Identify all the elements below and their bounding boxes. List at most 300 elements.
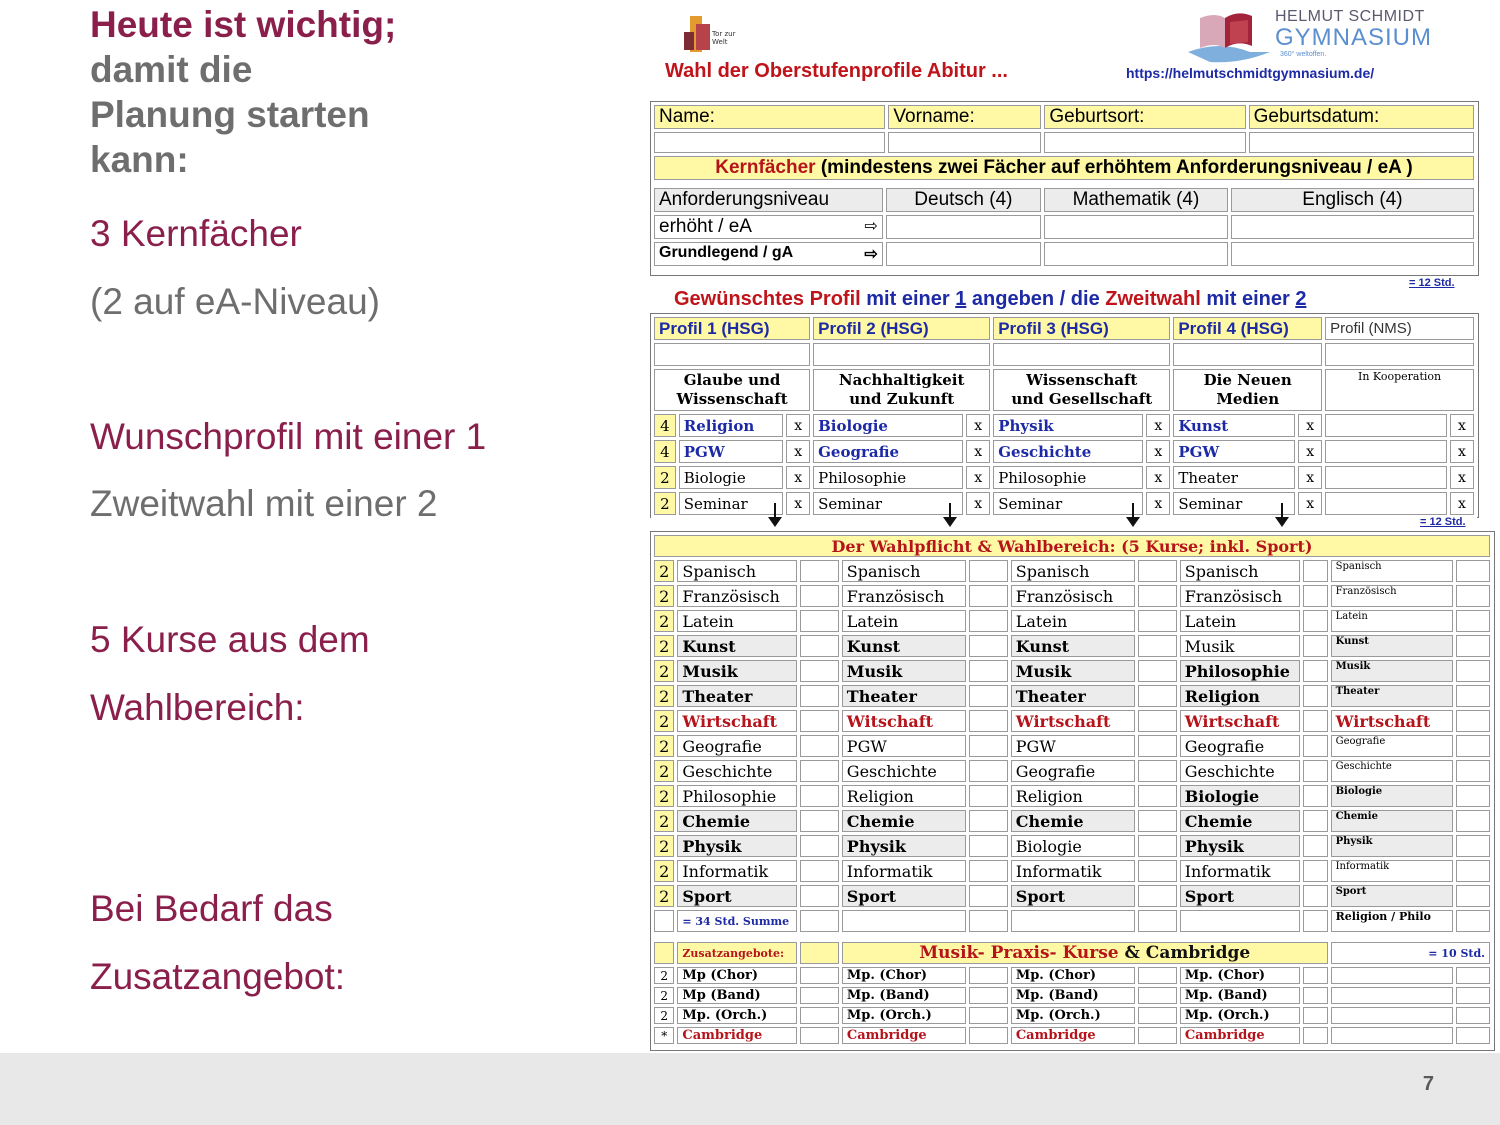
zusatz-course: Cambridge xyxy=(677,1027,797,1044)
wahl-choice-input[interactable] xyxy=(1138,760,1176,782)
wahl-choice-input[interactable] xyxy=(1303,835,1328,857)
wahl-subject: Spanisch xyxy=(677,560,797,582)
arrow-right-icon: ⇨ xyxy=(864,218,878,235)
zusatz-row xyxy=(654,967,1490,984)
wahl-subject: Theater xyxy=(677,685,797,707)
zusatz-row xyxy=(654,987,1490,1004)
zusatz-choice-input[interactable] xyxy=(969,1007,1007,1024)
wahl-choice-input[interactable] xyxy=(800,710,838,732)
zusatz-course: Mp. (Orch.) xyxy=(677,1007,797,1024)
hours-cell: 2 xyxy=(654,860,674,882)
wahl-subject: Spanisch xyxy=(1331,560,1453,582)
wahl-choice-input[interactable] xyxy=(969,685,1007,707)
heading-line-3: Planung starten xyxy=(90,94,370,135)
arrow-down-icon xyxy=(949,503,951,521)
slide-footer xyxy=(0,1053,1500,1125)
profile-row xyxy=(654,440,1474,463)
wahl-choice-input[interactable] xyxy=(800,760,838,782)
wahl-choice-input[interactable] xyxy=(1138,660,1176,682)
wahl-choice-input[interactable] xyxy=(1303,710,1328,732)
profil-nms-title: In Kooperation xyxy=(1325,369,1474,411)
kern-row-ga: Grundlegend / gA ⇨ xyxy=(654,242,883,266)
wahl-subject: Chemie xyxy=(677,810,797,832)
wahl-choice-input[interactable] xyxy=(1303,585,1328,607)
wahl-subject: Musik xyxy=(842,660,967,682)
zusatz-choice-input[interactable] xyxy=(800,1007,838,1024)
kern-col-niveau: Anforderungsniveau xyxy=(654,188,883,212)
zusatz-course: Mp. (Band) xyxy=(1180,987,1300,1004)
wahl-subject: Theater xyxy=(1011,685,1136,707)
item-wunschprofil: Wunschprofil mit einer 1 xyxy=(90,416,487,457)
zusatz-choice-input[interactable] xyxy=(969,1027,1007,1044)
wahl-subject: Musik xyxy=(1180,635,1300,657)
arrow-right-icon: ⇨ xyxy=(864,246,878,263)
hours-cell: 2 xyxy=(654,760,674,782)
wahl-choice-input[interactable] xyxy=(1138,635,1176,657)
profile-subject: Kunst xyxy=(1173,414,1295,437)
profil-heading: Gewünschtes Profil mit einer 1 angeben / die Zweitwahl mit einer 2 xyxy=(674,288,1307,310)
hours-cell: 2 xyxy=(654,835,674,857)
wahl-subject: Biologie xyxy=(1180,785,1300,807)
wahl-subject: Physik xyxy=(1180,835,1300,857)
x-mark: x xyxy=(966,492,990,515)
wahl-subject: Chemie xyxy=(1011,810,1136,832)
wahl-choice-input[interactable] xyxy=(1456,885,1490,907)
wahl-row xyxy=(654,885,1490,907)
wahl-choice-input[interactable] xyxy=(1303,785,1328,807)
hours-cell: 2 xyxy=(654,660,674,682)
wahl-choice-input[interactable] xyxy=(969,610,1007,632)
wahl-row xyxy=(654,635,1490,657)
wahl-subject: Kunst xyxy=(842,635,967,657)
zusatz-course: Mp (Band) xyxy=(677,987,797,1004)
wahl-choice-input[interactable] xyxy=(1303,610,1328,632)
x-mark: x xyxy=(1146,492,1170,515)
personal-fields xyxy=(651,102,1477,183)
profil-4-label: Profil 4 (HSG) xyxy=(1173,317,1322,340)
wahl-choice-input[interactable] xyxy=(1456,635,1490,657)
hours-cell: 4 xyxy=(654,440,676,463)
wahl-row xyxy=(654,760,1490,782)
arrow-down-icon xyxy=(1281,503,1283,521)
wahl-subject: Sport xyxy=(842,885,967,907)
zusatz-choice-input[interactable] xyxy=(1303,987,1328,1004)
wahl-subject: Französisch xyxy=(677,585,797,607)
book-logo-icon xyxy=(1180,4,1275,64)
wahl-subject: Informatik xyxy=(677,860,797,882)
profile-subject: Geschichte xyxy=(993,440,1143,463)
wahl-choice-input[interactable] xyxy=(800,660,838,682)
hours-cell: 2 xyxy=(654,466,676,489)
wahl-choice-input[interactable] xyxy=(1456,835,1490,857)
wahl-choice-input[interactable] xyxy=(1456,660,1490,682)
wahl-choice-input[interactable] xyxy=(800,560,838,582)
profile-subject: Seminar xyxy=(813,492,963,515)
hours-cell: 2 xyxy=(654,685,674,707)
wahl-row xyxy=(654,785,1490,807)
wahl-row xyxy=(654,710,1490,732)
hours-cell: 2 xyxy=(654,492,676,515)
wahl-choice-input[interactable] xyxy=(1303,760,1328,782)
zusatz-row xyxy=(654,1007,1490,1024)
profile-row xyxy=(654,492,1474,515)
wahl-row xyxy=(654,560,1490,582)
wahl-choice-input[interactable] xyxy=(969,810,1007,832)
profile-subject: PGW xyxy=(1173,440,1295,463)
wahl-heading: Der Wahlpflicht & Wahlbereich: (5 Kurse; inkl. Sport) xyxy=(654,535,1490,557)
profile-subject xyxy=(1325,492,1447,515)
x-mark: x xyxy=(786,440,810,463)
zusatz-course: Mp (Chor) xyxy=(677,967,797,984)
wahl-subject: Physik xyxy=(842,835,967,857)
wahl-subject: Spanisch xyxy=(1180,560,1300,582)
hours-12-profil: = 12 Std. xyxy=(1420,516,1466,528)
wahl-choice-input[interactable] xyxy=(1138,885,1176,907)
zusatz-choice-input[interactable] xyxy=(969,987,1007,1004)
wahl-subject: Sport xyxy=(677,885,797,907)
profile-subject: Religion xyxy=(679,414,783,437)
zusatz-choice-input[interactable] xyxy=(1303,1007,1328,1024)
zusatz-row xyxy=(654,1027,1490,1044)
zusatz-course: Cambridge xyxy=(1180,1027,1300,1044)
school-url: https://helmutschmidtgymnasium.de/ xyxy=(1126,65,1375,81)
wahl-choice-input[interactable] xyxy=(1456,860,1490,882)
hours-cell: 2 xyxy=(654,710,674,732)
field-vorname-input[interactable] xyxy=(888,132,1041,153)
kern-cell-input[interactable] xyxy=(1044,215,1228,239)
wahl-choice-input[interactable] xyxy=(1303,810,1328,832)
x-mark: x xyxy=(966,414,990,437)
wahl-choice-input[interactable] xyxy=(1456,760,1490,782)
profile-subject xyxy=(1325,440,1447,463)
zusatz-course: Mp. (Orch.) xyxy=(1180,1007,1300,1024)
school-name-1: HELMUT SCHMIDT xyxy=(1275,8,1425,25)
zusatz-choice-input[interactable] xyxy=(800,987,838,1004)
zusatz-choice-input[interactable] xyxy=(1138,987,1176,1004)
wahl-choice-input[interactable] xyxy=(969,635,1007,657)
x-mark: x xyxy=(1298,440,1322,463)
profile-row xyxy=(654,414,1474,437)
wahl-subject: Physik xyxy=(1331,835,1453,857)
zusatz-course: Mp. (Chor) xyxy=(1011,967,1136,984)
wahl-choice-input[interactable] xyxy=(1138,710,1176,732)
wahl-subject: Religion xyxy=(842,785,967,807)
wahl-choice-input[interactable] xyxy=(1138,835,1176,857)
wahl-choice-input[interactable] xyxy=(800,585,838,607)
wahl-subject: Sport xyxy=(1011,885,1136,907)
zusatz-choice-input[interactable] xyxy=(969,967,1007,984)
zusatz-choice-input[interactable] xyxy=(800,967,838,984)
wahl-choice-input[interactable] xyxy=(969,785,1007,807)
wahl-subject: Kunst xyxy=(1011,635,1136,657)
wahl-choice-input[interactable] xyxy=(969,835,1007,857)
profile-subject: Biologie xyxy=(813,414,963,437)
profile-subject: PGW xyxy=(679,440,783,463)
hours-cell: 2 xyxy=(654,987,674,1004)
wahl-table xyxy=(651,532,1493,935)
page-number: 7 xyxy=(1422,1073,1434,1095)
wahl-subject: Spanisch xyxy=(842,560,967,582)
wahl-subject: Französisch xyxy=(1180,585,1300,607)
kern-cell-input[interactable] xyxy=(1044,242,1228,266)
profile-table xyxy=(651,314,1477,518)
zusatz-choice-input[interactable] xyxy=(1303,1027,1328,1044)
wahl-choice-input[interactable] xyxy=(1138,860,1176,882)
wahl-choice-input[interactable] xyxy=(800,860,838,882)
kern-col-mathematik: Mathematik (4) xyxy=(1044,188,1228,212)
wahl-subject: Latein xyxy=(1011,610,1136,632)
wahl-subject: PGW xyxy=(842,735,967,757)
wahl-choice-input[interactable] xyxy=(969,585,1007,607)
wahl-choice-input[interactable] xyxy=(1138,685,1176,707)
kern-col-englisch: Englisch (4) xyxy=(1231,188,1474,212)
religion-philo-label: Religion / Philo xyxy=(1331,910,1453,932)
wahl-row xyxy=(654,585,1490,607)
wahl-subject: Informatik xyxy=(1011,860,1136,882)
kern-table xyxy=(651,185,1477,269)
zusatz-course: Mp. (Orch.) xyxy=(842,1007,967,1024)
wahl-choice-input[interactable] xyxy=(969,660,1007,682)
profil-choice-input[interactable] xyxy=(993,343,1170,366)
profile-subject: Seminar xyxy=(993,492,1143,515)
profile-subject xyxy=(1325,414,1447,437)
wahl-subject: Theater xyxy=(1331,685,1453,707)
wahl-subject: Geschichte xyxy=(842,760,967,782)
item-kurse-line-1: 5 Kurse aus dem xyxy=(90,619,370,660)
wahl-subject: Latein xyxy=(677,610,797,632)
wahl-subject: Theater xyxy=(842,685,967,707)
wahl-subject: Geografie xyxy=(1180,735,1300,757)
wahl-choice-input[interactable] xyxy=(1303,860,1328,882)
kern-cell-input[interactable] xyxy=(1231,215,1474,239)
wahl-row xyxy=(654,660,1490,682)
summe-label: = 34 Std. Summe xyxy=(677,910,797,932)
wahl-subject: Französisch xyxy=(1331,585,1453,607)
field-name-label: Name: xyxy=(654,105,885,129)
wahl-choice-input[interactable] xyxy=(800,685,838,707)
wahl-subject: Informatik xyxy=(1331,860,1453,882)
wahl-subject: Philosophie xyxy=(1180,660,1300,682)
profile-subject: Theater xyxy=(1173,466,1295,489)
hours-cell: 2 xyxy=(654,735,674,757)
wahl-choice-input[interactable] xyxy=(1456,585,1490,607)
zusatz-choice-input[interactable] xyxy=(1303,967,1328,984)
wahl-subject: Geschichte xyxy=(1180,760,1300,782)
wahl-choice-input[interactable] xyxy=(800,810,838,832)
arrow-down-icon xyxy=(1132,503,1134,521)
x-mark: x xyxy=(1450,466,1474,489)
item-ea-niveau: (2 auf eA-Niveau) xyxy=(90,281,380,322)
profile-subject: Biologie xyxy=(679,466,783,489)
wahl-row xyxy=(654,860,1490,882)
wahl-choice-input[interactable] xyxy=(1303,660,1328,682)
wahl-subject: Chemie xyxy=(842,810,967,832)
profile-subject: Seminar xyxy=(679,492,783,515)
zusatz-course: Mp. (Chor) xyxy=(842,967,967,984)
zusatz-choice-input[interactable] xyxy=(1138,967,1176,984)
hours-cell: 2 xyxy=(654,810,674,832)
kern-cell-input[interactable] xyxy=(886,215,1041,239)
profile-subject: Philosophie xyxy=(813,466,963,489)
hours-cell: 2 xyxy=(654,785,674,807)
profil-4-title: Die Neuen Medien xyxy=(1173,369,1322,411)
zusatz-choice-input[interactable] xyxy=(1138,1007,1176,1024)
wahl-subject: Musik xyxy=(677,660,797,682)
profil-choice-input[interactable] xyxy=(1325,343,1474,366)
kern-heading: Kernfächer (mindestens zwei Fächer auf erhöhtem Anforderungsniveau / eA ) xyxy=(654,156,1474,180)
wahl-choice-input[interactable] xyxy=(969,760,1007,782)
wahl-choice-input[interactable] xyxy=(1456,785,1490,807)
wahl-choice-input[interactable] xyxy=(800,835,838,857)
wahl-subject: Musik xyxy=(1011,660,1136,682)
zusatz-table xyxy=(651,939,1493,1047)
form-title: Wahl der Oberstufenprofile Abitur ... xyxy=(665,60,1008,82)
x-mark: x xyxy=(966,466,990,489)
wahl-subject: Geografie xyxy=(1331,735,1453,757)
zusatz-choice-input[interactable] xyxy=(1138,1027,1176,1044)
wahl-subject: Religion xyxy=(1180,685,1300,707)
zusatz-course: Mp. (Band) xyxy=(1011,987,1136,1004)
wahl-row xyxy=(654,685,1490,707)
wahl-choice-input[interactable] xyxy=(1138,785,1176,807)
wahl-subject: Spanisch xyxy=(1011,560,1136,582)
wahl-choice-input[interactable] xyxy=(1138,560,1176,582)
wahl-subject: Biologie xyxy=(1011,835,1136,857)
wahl-choice-input[interactable] xyxy=(1456,685,1490,707)
profile-subject: Physik xyxy=(993,414,1143,437)
profil-choice-input[interactable] xyxy=(654,343,810,366)
wahl-choice-input[interactable] xyxy=(800,735,838,757)
wahl-subject: PGW xyxy=(1011,735,1136,757)
x-mark: x xyxy=(1450,492,1474,515)
school-tagline: 360° weltoffen. xyxy=(1280,51,1327,58)
wahl-choice-input[interactable] xyxy=(1456,735,1490,757)
field-name-input[interactable] xyxy=(654,132,885,153)
x-mark: x xyxy=(1450,414,1474,437)
zusatz-choice-input[interactable] xyxy=(800,1027,838,1044)
wahl-choice-input[interactable] xyxy=(1138,610,1176,632)
x-mark: x xyxy=(1298,414,1322,437)
profil-1-title: Glaube und Wissenschaft xyxy=(654,369,810,411)
wahl-choice-input[interactable] xyxy=(1303,885,1328,907)
hours-10: = 10 Std. xyxy=(1331,942,1490,964)
wahl-choice-input[interactable] xyxy=(800,610,838,632)
tor-zur-welt-logo: Tor zur Welt xyxy=(682,14,742,56)
wahl-subject: Chemie xyxy=(1331,810,1453,832)
wahl-choice-input[interactable] xyxy=(800,635,838,657)
wahl-subject: Informatik xyxy=(842,860,967,882)
wahl-choice-input[interactable] xyxy=(1303,685,1328,707)
kern-col-deutsch: Deutsch (4) xyxy=(886,188,1041,212)
wahl-subject: Chemie xyxy=(1180,810,1300,832)
wahl-subject: Religion xyxy=(1011,785,1136,807)
zusatz-course: Mp. (Orch.) xyxy=(1011,1007,1136,1024)
profil-choice-input[interactable] xyxy=(1173,343,1322,366)
arrow-down-icon xyxy=(774,503,776,521)
wahl-choice-input[interactable] xyxy=(1456,560,1490,582)
wahl-choice-input[interactable] xyxy=(1138,810,1176,832)
wahl-subject: Geschichte xyxy=(677,760,797,782)
wahl-choice-input[interactable] xyxy=(1303,735,1328,757)
kern-cell-input[interactable] xyxy=(886,242,1041,266)
wahl-choice-input[interactable] xyxy=(969,735,1007,757)
x-mark: x xyxy=(1298,492,1322,515)
x-mark: x xyxy=(1146,440,1170,463)
heading-line-4: kann: xyxy=(90,139,189,180)
wahl-subject: Wirtschaft xyxy=(1331,710,1453,732)
wahl-choice-input[interactable] xyxy=(969,860,1007,882)
wahl-subject: Geografie xyxy=(677,735,797,757)
x-mark: x xyxy=(786,492,810,515)
wahl-choice-input[interactable] xyxy=(1138,585,1176,607)
profil-choice-input[interactable] xyxy=(813,343,990,366)
wahl-subject: Physik xyxy=(677,835,797,857)
wahl-subject: Französisch xyxy=(842,585,967,607)
wahl-choice-input[interactable] xyxy=(1303,635,1328,657)
profile-subject: Seminar xyxy=(1173,492,1295,515)
profil-2-title: Nachhaltigkeit und Zukunft xyxy=(813,369,990,411)
kern-cell-input[interactable] xyxy=(1231,242,1474,266)
school-logo xyxy=(1180,4,1433,64)
profile-subject: Geografie xyxy=(813,440,963,463)
hours-cell: * xyxy=(654,1027,674,1044)
wahl-subject: Französisch xyxy=(1011,585,1136,607)
profil-nms-label: Profil (NMS) xyxy=(1325,317,1474,340)
field-geburtsdatum-input[interactable] xyxy=(1249,132,1474,153)
hours-cell: 2 xyxy=(654,967,674,984)
wahl-subject: Wirtschaft xyxy=(677,710,797,732)
zusatz-course: Cambridge xyxy=(842,1027,967,1044)
wahl-choice-input[interactable] xyxy=(800,885,838,907)
wahl-subject: Witschaft xyxy=(842,710,967,732)
x-mark: x xyxy=(786,414,810,437)
school-name-2: GYMNASIUM xyxy=(1275,24,1433,51)
wahl-subject: Kunst xyxy=(677,635,797,657)
kern-row-ea: erhöht / eA ⇨ xyxy=(654,215,883,239)
wahl-choice-input[interactable] xyxy=(1138,735,1176,757)
field-vorname-label: Vorname: xyxy=(888,105,1041,129)
wahl-choice-input[interactable] xyxy=(800,785,838,807)
wahl-choice-input[interactable] xyxy=(1456,610,1490,632)
hours-cell: 2 xyxy=(654,1007,674,1024)
wahl-choice-input[interactable] xyxy=(969,710,1007,732)
wahl-choice-input[interactable] xyxy=(1456,710,1490,732)
wahl-choice-input[interactable] xyxy=(969,560,1007,582)
form-document xyxy=(648,0,1500,1053)
wahl-subject: Sport xyxy=(1180,885,1300,907)
zusatz-course: Mp. (Chor) xyxy=(1180,967,1300,984)
wahl-subject: Latein xyxy=(842,610,967,632)
wahl-subject: Geografie xyxy=(1011,760,1136,782)
wahl-subject: Biologie xyxy=(1331,785,1453,807)
profil-3-title: Wissenschaft und Gesellschaft xyxy=(993,369,1170,411)
profil-3-label: Profil 3 (HSG) xyxy=(993,317,1170,340)
field-geburtsdatum-label: Geburtsdatum: xyxy=(1249,105,1474,129)
wahl-row xyxy=(654,810,1490,832)
x-mark: x xyxy=(1146,414,1170,437)
wahl-choice-input[interactable] xyxy=(969,885,1007,907)
musik-heading: Musik- Praxis- Kurse & Cambridge xyxy=(842,942,1328,964)
x-mark: x xyxy=(1450,440,1474,463)
field-geburtsort-input[interactable] xyxy=(1044,132,1245,153)
wahl-choice-input[interactable] xyxy=(1456,810,1490,832)
wahl-subject: Informatik xyxy=(1180,860,1300,882)
wahl-choice-input[interactable] xyxy=(1303,560,1328,582)
wahl-row xyxy=(654,835,1490,857)
wahl-row xyxy=(654,735,1490,757)
field-geburtsort-label: Geburtsort: xyxy=(1044,105,1245,129)
wahl-subject: Geschichte xyxy=(1331,760,1453,782)
